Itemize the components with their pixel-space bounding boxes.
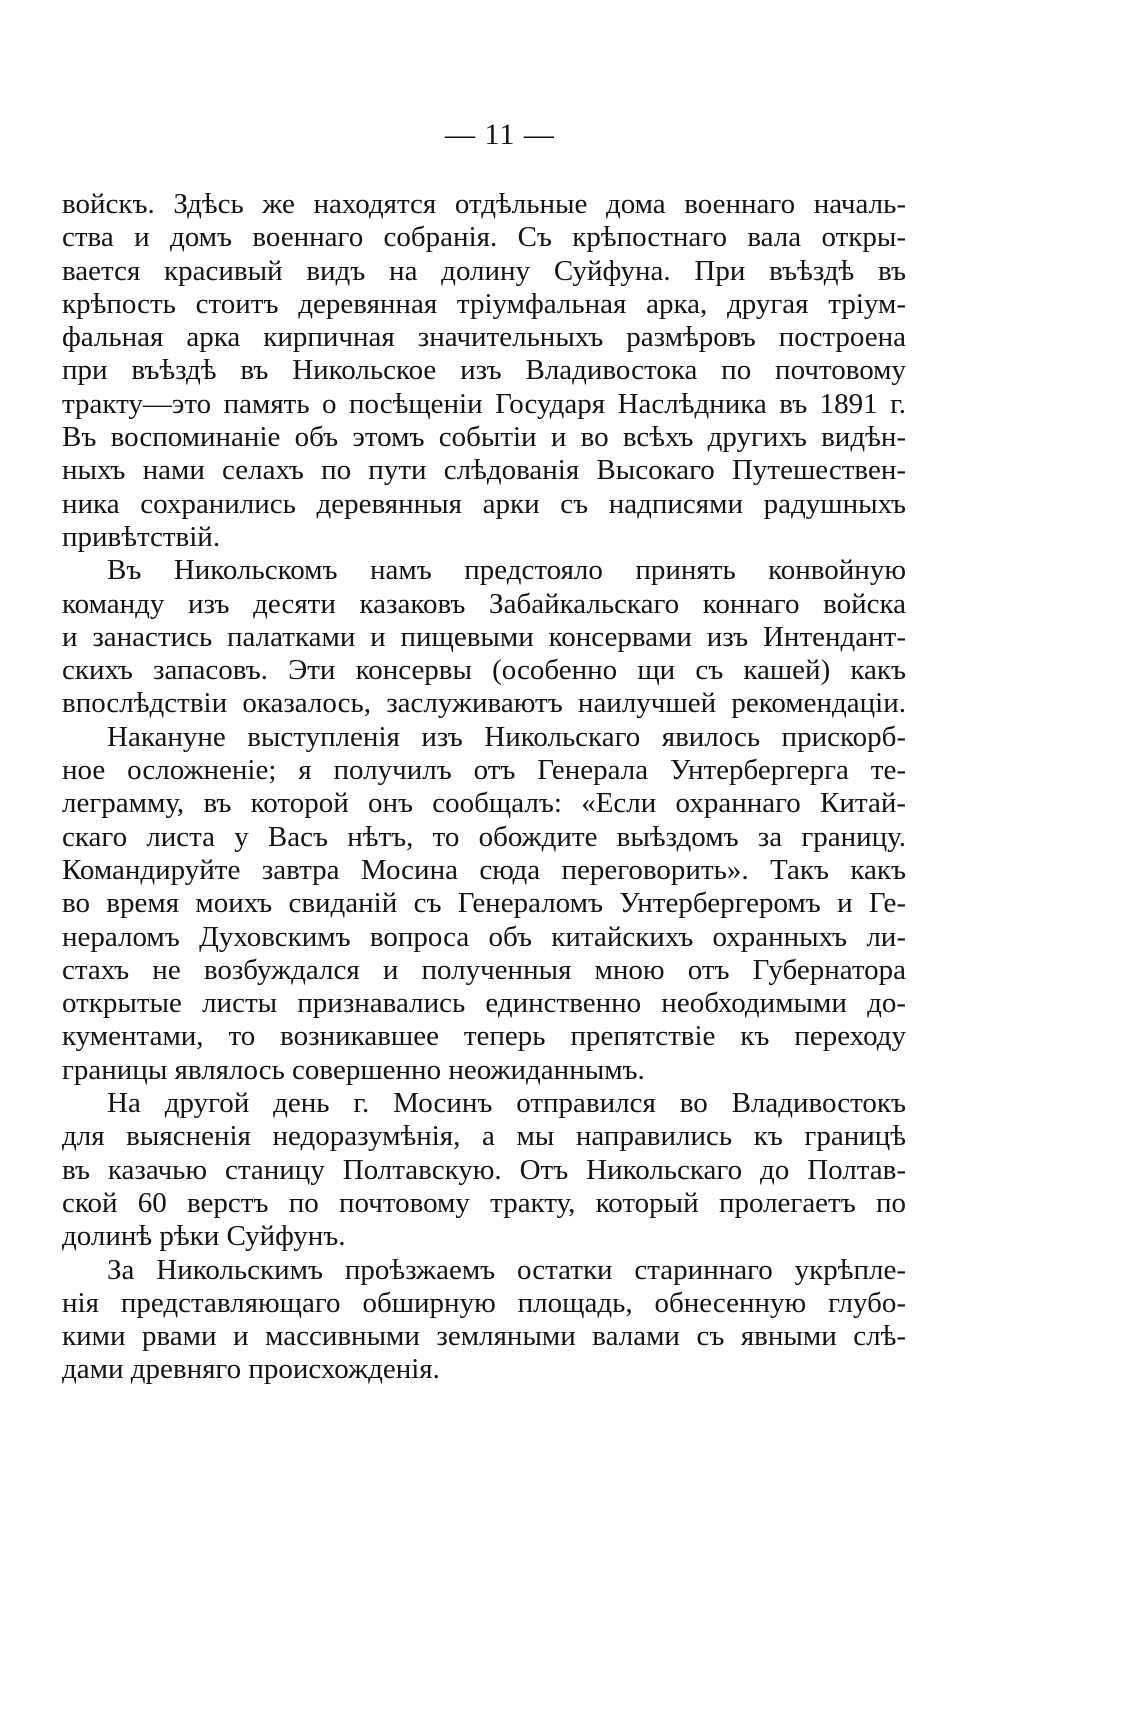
text-line: для выясненія недоразумѣнія, а мы направились къ границѣ <box>62 1120 906 1153</box>
text-line: впослѣдствіи оказалось, заслуживаютъ наилучшей рекомендаціи. <box>62 687 906 720</box>
text-line: Въ воспоминаніе объ этомъ событіи и во всѣхъ другихъ видѣн- <box>62 421 906 454</box>
text-line: въ казачью станицу Полтавскую. Отъ Никольскаго до Полтав- <box>62 1153 906 1186</box>
text-line: дами древняго происхожденія. <box>62 1353 440 1386</box>
text-line: стахъ не возбуждался и полученныя мною отъ Губернатора <box>62 953 906 986</box>
text-line: Въ Никольскомъ намъ предстояло принять конвойную <box>107 554 906 587</box>
body-text <box>62 188 906 1387</box>
paragraph-2 <box>62 554 906 720</box>
text-line: ника сохранились деревянныя арки съ надписями радушныхъ <box>62 487 906 520</box>
text-line: ныхъ нами селахъ по пути слѣдованія Высокаго Путешествен- <box>62 454 906 487</box>
text-line: при въѣздѣ въ Никольское изъ Владивостока по почтовому <box>62 354 906 387</box>
text-line: скихъ запасовъ. Эти консервы (особенно щи съ кашей) какъ <box>62 654 906 687</box>
text-line: границы являлось совершенно неожиданнымъ. <box>62 1053 645 1086</box>
text-line: во время моихъ свиданій съ Генераломъ Унтербергеромъ и Ге- <box>62 887 906 920</box>
text-line: За Никольскимъ проѣзжаемъ остатки стариннаго укрѣпле- <box>107 1253 906 1286</box>
text-line: привѣтствій. <box>62 520 221 553</box>
text-line: скаго листа у Васъ нѣтъ, то обождите выѣздомъ за границу. <box>62 820 906 853</box>
text-line: Командируйте завтра Мосина сюда переговорить». Такъ какъ <box>62 853 906 886</box>
text-line: команду изъ десяти казаковъ Забайкальскаго коннаго войска <box>62 587 906 620</box>
text-line: и занастись палатками и пищевыми консервами изъ Интендант- <box>62 620 906 653</box>
page-number: — 11 — <box>445 118 555 151</box>
text-line: тракту—это память о посѣщеніи Государя Наслѣдника въ 1891 г. <box>62 387 906 420</box>
text-line: крѣпость стоитъ деревянная тріумфальная арка, другая тріум- <box>62 287 906 320</box>
text-line: нія представляющаго обширную площадь, обнесенную глубо- <box>62 1286 906 1319</box>
text-line: леграмму, въ которой онъ сообщалъ: «Если охраннаго Китай- <box>62 787 906 820</box>
text-line: кими рвами и массивными земляными валами съ явными слѣ- <box>62 1320 906 1353</box>
text-line: Накануне выступленія изъ Никольскаго явилось прискорб- <box>107 720 906 753</box>
text-line: кументами, то возникавшее теперь препятствіе къ переходу <box>62 1020 906 1053</box>
text-line: На другой день г. Мосинъ отправился во Владивостокъ <box>107 1087 906 1120</box>
text-line: фальная арка кирпичная значительныхъ размѣровъ построена <box>62 321 906 354</box>
paragraph-1 <box>62 188 906 554</box>
paragraph-5 <box>62 1254 906 1387</box>
text-line: войскъ. Здѣсь же находятся отдѣльные дома военнаго началь- <box>62 188 906 220</box>
paragraph-4 <box>62 1087 906 1253</box>
text-line: ской 60 верстъ по почтовому тракту, который пролегаетъ по <box>62 1186 906 1219</box>
text-line: ное осложненіе; я получилъ отъ Генерала Унтербергерга те- <box>62 754 906 787</box>
text-line: ства и домъ военнаго собранія. Съ крѣпостнаго вала откры- <box>62 221 906 254</box>
text-line: открытые листы признавались единственно необходимыми до- <box>62 987 906 1020</box>
text-line: долинѣ рѣки Суйфунъ. <box>62 1220 346 1253</box>
text-line: вается красивый видъ на долину Суйфуна. При въѣздѣ въ <box>62 254 906 287</box>
paragraph-3 <box>62 721 906 1087</box>
text-line: нераломъ Духовскимъ вопроса объ китайскихъ охранныхъ ли- <box>62 920 906 953</box>
